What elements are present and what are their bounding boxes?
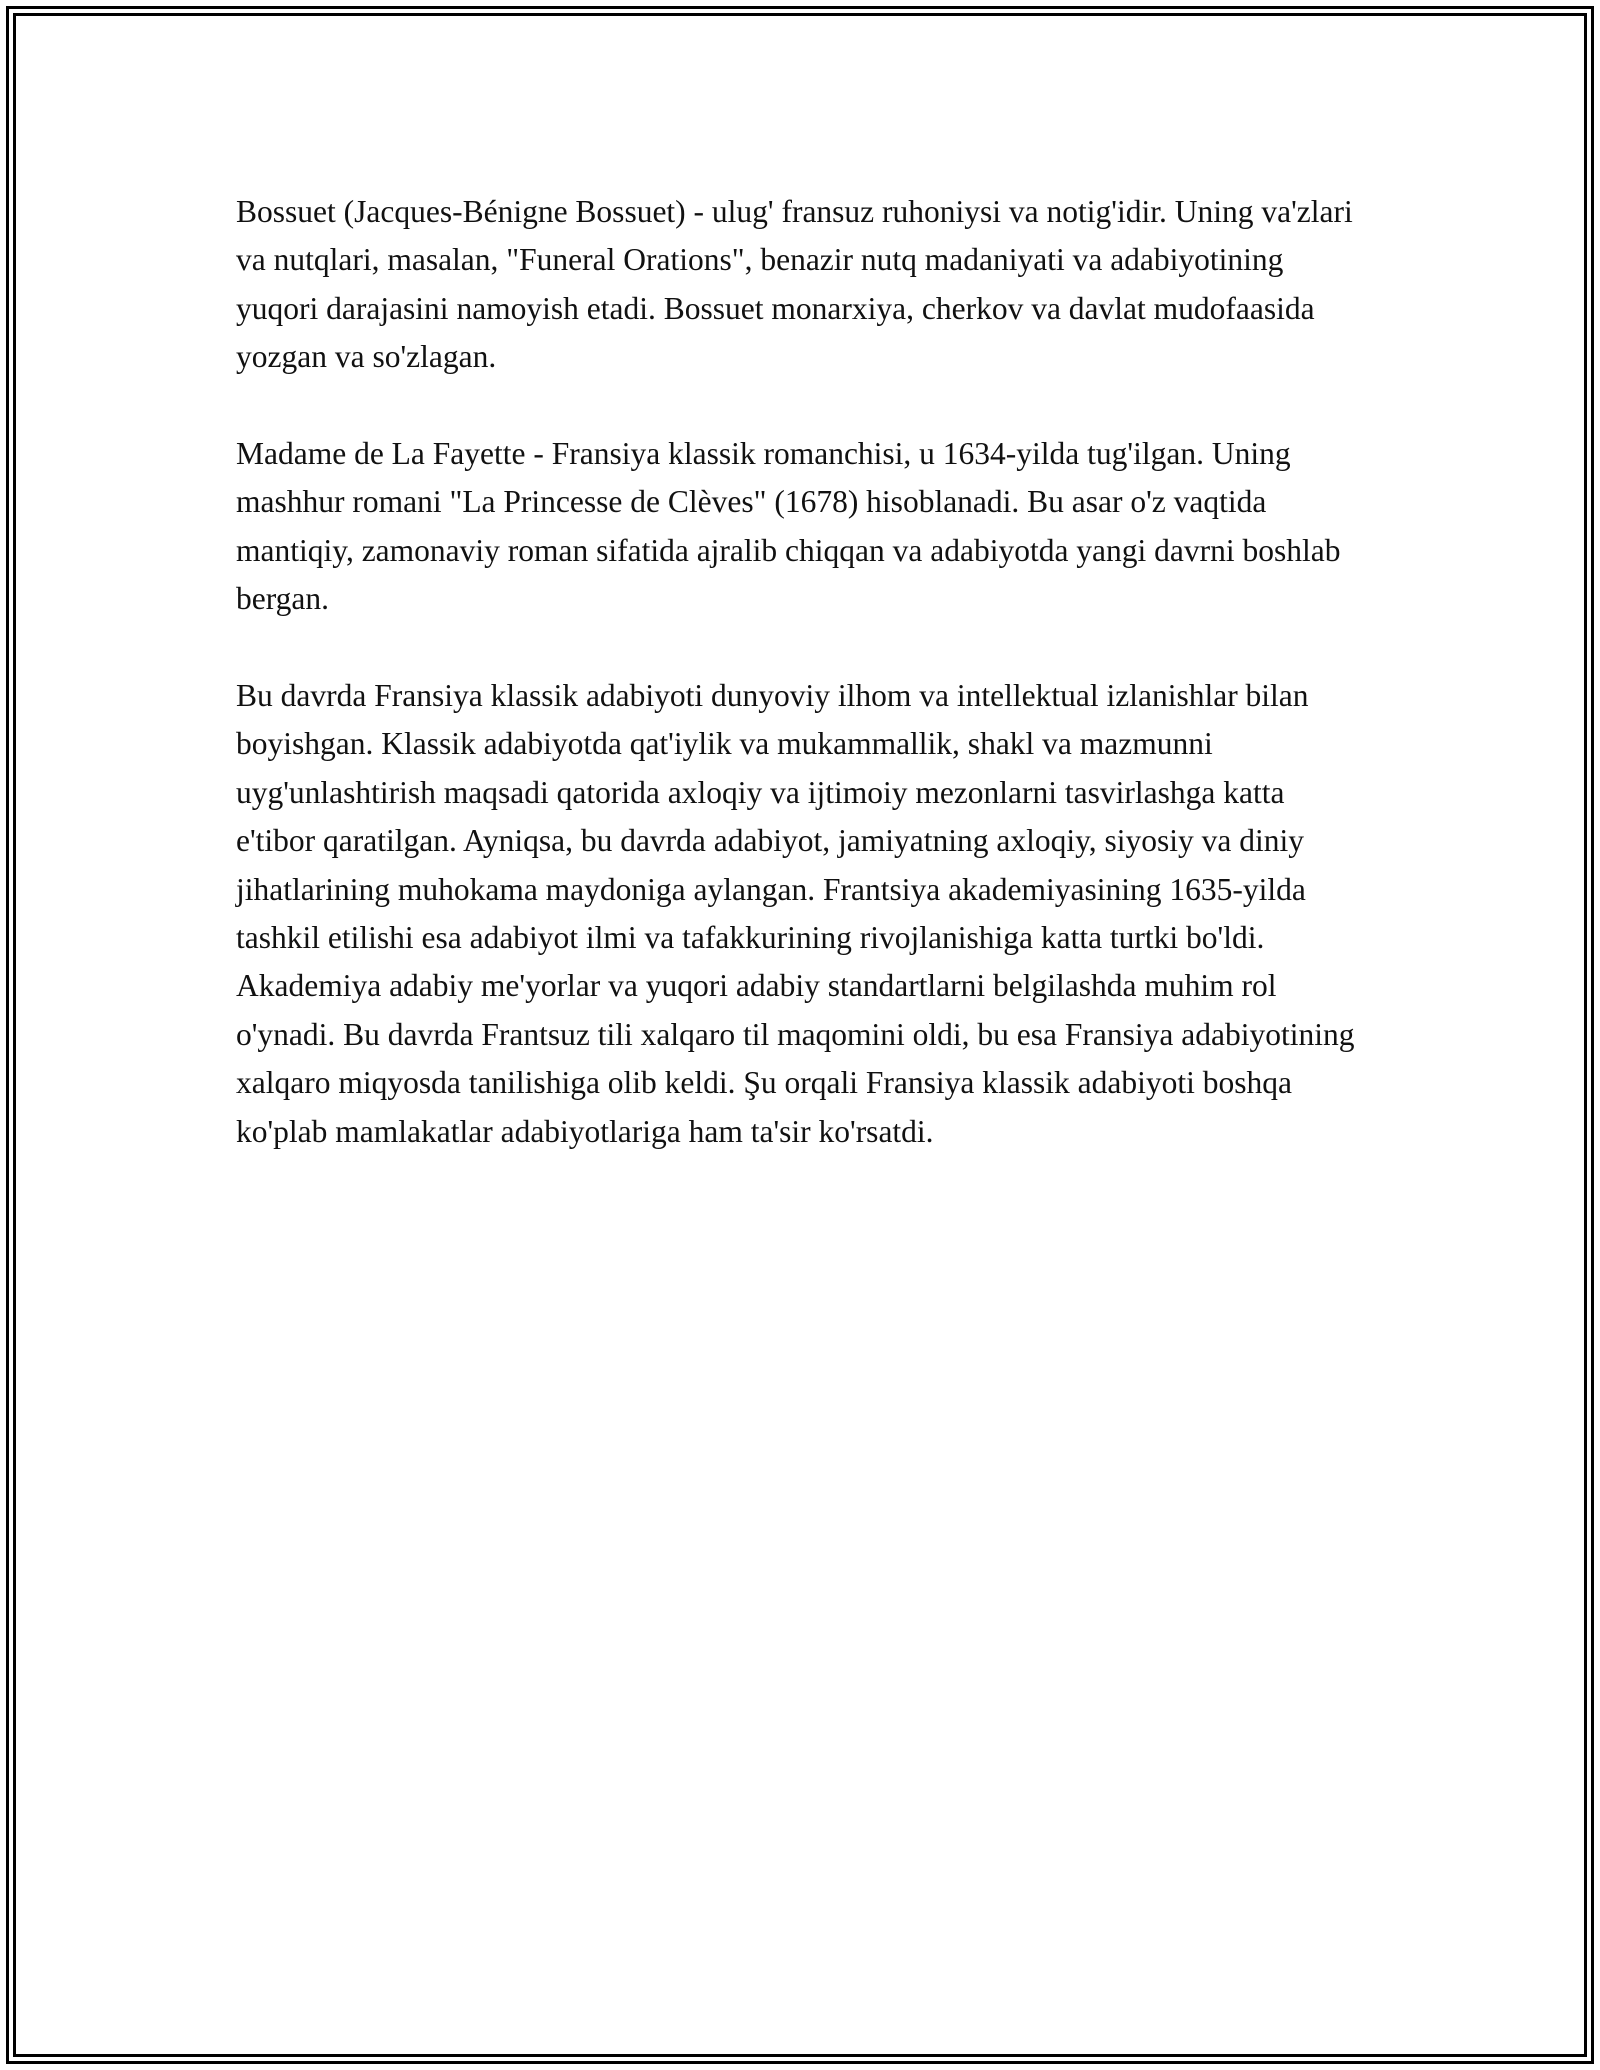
paragraph-bossuet: Bossuet (Jacques-Bénigne Bossuet) - ulug' fransuz ruhoniysi va notig'idir. Uning va'zlari va nutqlari, masalan, "Funeral Orations", benazir nutq madaniyati va adabiyotining yuqori darajasini namoyish etadi. Bossuet monarxiya, cherkov va davlat mudofaasida yozgan va so'zlagan. — [236, 194, 1353, 375]
paragraph-la-fayette: Madame de La Fayette - Fransiya klassik romanchisi, u 1634-yilda tug'ilgan. Uning mashhur romani "La Princesse de Clèves" (1678) hisoblanadi. Bu asar o'z vaqtida mantiqiy, zamonaviy roman sifatida ajralib chiqqan va adabiyotda yangi davrni boshlab bergan. — [236, 436, 1341, 617]
document-body — [236, 188, 1366, 1204]
paragraph-classical-literature: Bu davrda Fransiya klassik adabiyoti dunyoviy ilhom va intellektual izlanishlar bilan boyishgan. Klassik adabiyotda qat'iylik va mukammallik, shakl va mazmunni uyg'unlashtirish maqsadi qatorida axloqiy va ijtimoiy mezonlarni tasvirlashga katta e'tibor qaratilgan. Ayniqsa, bu davrda adabiyot, jamiyatning axloqiy, siyosiy va diniy jihatlarining muhokama maydoniga aylangan. Frantsiya akademiyasining 1635-yilda tashkil etilishi esa adabiyot ilmi va tafakkurining rivojlanishiga katta turtki bo'ldi. Akademiya adabiy me'yorlar va yuqori adabiy standartlarni belgilashda muhim rol o'ynadi. Bu davrda Frantsuz tili xalqaro til maqomini oldi, bu esa Fransiya adabiyotining xalqaro miqyosda tanilishiga olib keldi. Şu orqali Fransiya klassik adabiyoti boshqa ko'plab mamlakatlar adabiyotlariga ham ta'sir ko'rsatdi. — [236, 678, 1355, 1149]
